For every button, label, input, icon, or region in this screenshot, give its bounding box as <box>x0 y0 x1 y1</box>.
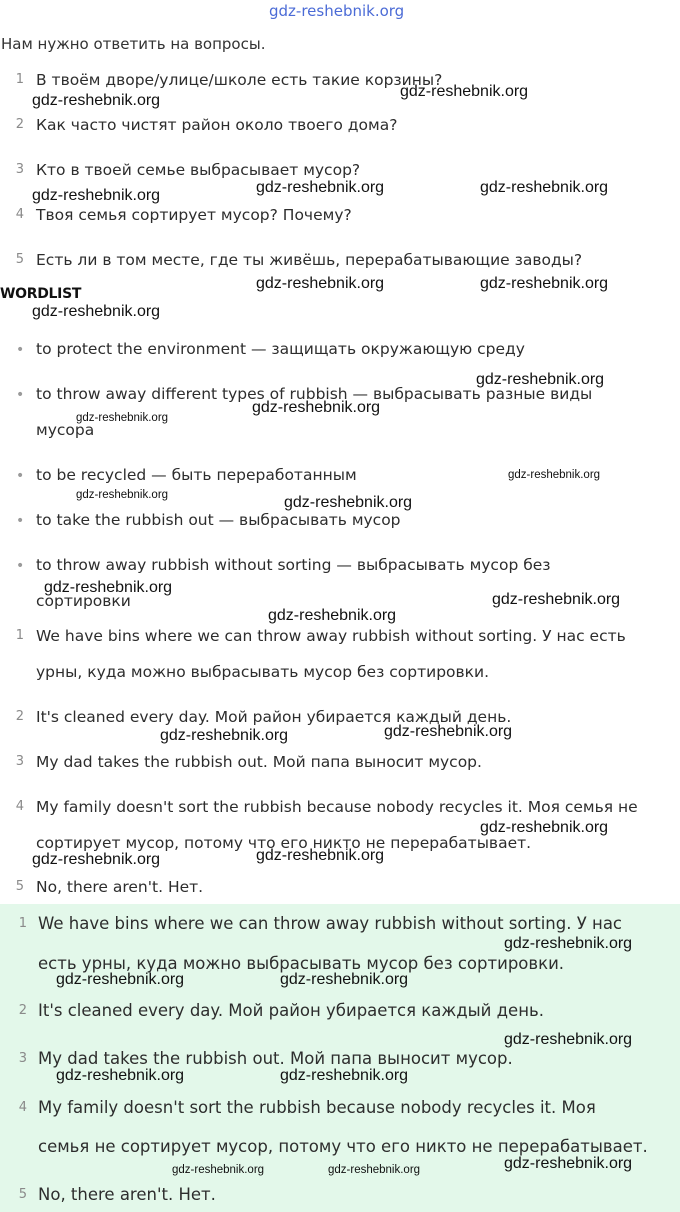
bullet: • <box>16 468 25 484</box>
item-number: 5 <box>15 879 24 894</box>
item-text: My dad takes the rubbish out. Мой папа выносит мусор. <box>38 1049 513 1068</box>
watermark: gdz-reshebnik.org <box>32 303 161 320</box>
item-number: 2 <box>15 117 24 132</box>
item-text: to protect the environment — защищать окружающую среду <box>36 340 525 358</box>
item-number: 1 <box>18 916 27 931</box>
watermark: gdz-reshebnik.org <box>256 179 385 196</box>
watermark: gdz-reshebnik.org <box>256 275 385 292</box>
watermark: gdz-reshebnik.org <box>280 971 409 988</box>
watermark: gdz-reshebnik.org <box>32 851 161 868</box>
watermark: gdz-reshebnik.org <box>504 1031 633 1048</box>
item-text: to throw away different types of rubbish — выбрасывать разные виды <box>36 385 593 403</box>
item-number: 3 <box>18 1051 27 1066</box>
item-text-cont: семья не сортирует мусор, потому что его никто не перерабатывает. <box>38 1137 648 1156</box>
watermark: gdz-reshebnik.org <box>384 723 513 740</box>
watermark: gdz-reshebnik.org <box>400 83 529 100</box>
item-number: 4 <box>18 1100 27 1115</box>
item-number: 2 <box>15 709 24 724</box>
watermark: gdz-reshebnik.org <box>284 494 413 511</box>
item-text: My dad takes the rubbish out. Мой папа выносит мусор. <box>36 753 482 771</box>
item-text: We have bins where we can throw away rubbish without sorting. У нас есть <box>36 627 626 645</box>
site-link[interactable]: gdz-reshebnik.org <box>269 2 405 20</box>
watermark: gdz-reshebnik.org <box>256 847 385 864</box>
item-text: Есть ли в том месте, где ты живёшь, перерабатывающие заводы? <box>36 251 583 269</box>
item-number: 5 <box>18 1187 27 1202</box>
watermark: gdz-reshebnik.org <box>504 1155 633 1172</box>
item-text: No, there aren't. Нет. <box>36 878 204 896</box>
item-number: 3 <box>15 754 24 769</box>
item-text-cont: есть урны, куда можно выбрасывать мусор без сортировки. <box>38 954 565 973</box>
item-text: to take the rubbish out — выбрасывать мусор <box>36 511 401 529</box>
watermark: gdz-reshebnik.org <box>44 579 173 596</box>
watermark: gdz-reshebnik.org <box>480 275 609 292</box>
watermark: gdz-reshebnik.org <box>160 727 289 744</box>
item-text-cont: сортирует мусор, потому что его никто не перерабатывает. <box>36 834 532 852</box>
item-number: 4 <box>15 207 24 222</box>
wordlist-heading: WORDLIST <box>0 286 82 302</box>
item-number: 1 <box>15 72 24 87</box>
item-text: Как часто чистят район около твоего дома? <box>36 116 398 134</box>
watermark: gdz-reshebnik.org <box>32 92 161 109</box>
bullet: • <box>16 558 25 574</box>
item-text: It's cleaned every day. Мой район убирается каждый день. <box>38 1001 544 1020</box>
watermark: gdz-reshebnik.org <box>172 1164 265 1176</box>
watermark: gdz-reshebnik.org <box>508 469 601 481</box>
item-number: 4 <box>15 799 24 814</box>
watermark: gdz-reshebnik.org <box>56 1067 185 1084</box>
item-text: We have bins where we can throw away rubbish without sorting. У нас <box>38 914 623 933</box>
item-text-cont: мусора <box>36 421 95 439</box>
watermark: gdz-reshebnik.org <box>480 819 609 836</box>
watermark: gdz-reshebnik.org <box>56 971 185 988</box>
watermark: gdz-reshebnik.org <box>252 399 381 416</box>
site-header <box>0 0 680 26</box>
item-number: 3 <box>15 162 24 177</box>
item-number: 5 <box>15 252 24 267</box>
watermark: gdz-reshebnik.org <box>268 607 397 624</box>
item-text: to throw away rubbish without sorting — выбрасывать мусор без <box>36 556 551 574</box>
item-text-cont: сортировки <box>36 592 131 610</box>
bullet: • <box>16 342 25 358</box>
bullet: • <box>16 387 25 403</box>
item-text-cont: урны, куда можно выбрасывать мусор без сортировки. <box>36 663 490 681</box>
item-text: My family doesn't sort the rubbish because nobody recycles it. Моя семья не <box>36 798 638 816</box>
watermark: gdz-reshebnik.org <box>76 412 169 424</box>
item-number: 1 <box>15 628 24 643</box>
item-text: to be recycled — быть переработанным <box>36 466 357 484</box>
item-text: Твоя семья сортирует мусор? Почему? <box>36 206 352 224</box>
watermark: gdz-reshebnik.org <box>32 187 161 204</box>
item-text: No, there aren't. Нет. <box>38 1185 216 1204</box>
item-text: My family doesn't sort the rubbish because nobody recycles it. Моя <box>38 1098 596 1117</box>
intro-text: Нам нужно ответить на вопросы. <box>1 35 266 53</box>
watermark: gdz-reshebnik.org <box>280 1067 409 1084</box>
item-text: Кто в твоей семье выбрасывает мусор? <box>36 161 361 179</box>
bullet: • <box>16 513 25 529</box>
watermark: gdz-reshebnik.org <box>476 371 605 388</box>
item-text: В твоём дворе/улице/школе есть такие корзины? <box>36 71 443 89</box>
item-text: It's cleaned every day. Мой район убирается каждый день. <box>36 708 512 726</box>
watermark: gdz-reshebnik.org <box>492 591 621 608</box>
watermark: gdz-reshebnik.org <box>328 1164 421 1176</box>
watermark: gdz-reshebnik.org <box>504 935 633 952</box>
item-number: 2 <box>18 1003 27 1018</box>
watermark: gdz-reshebnik.org <box>76 489 169 501</box>
watermark: gdz-reshebnik.org <box>480 179 609 196</box>
